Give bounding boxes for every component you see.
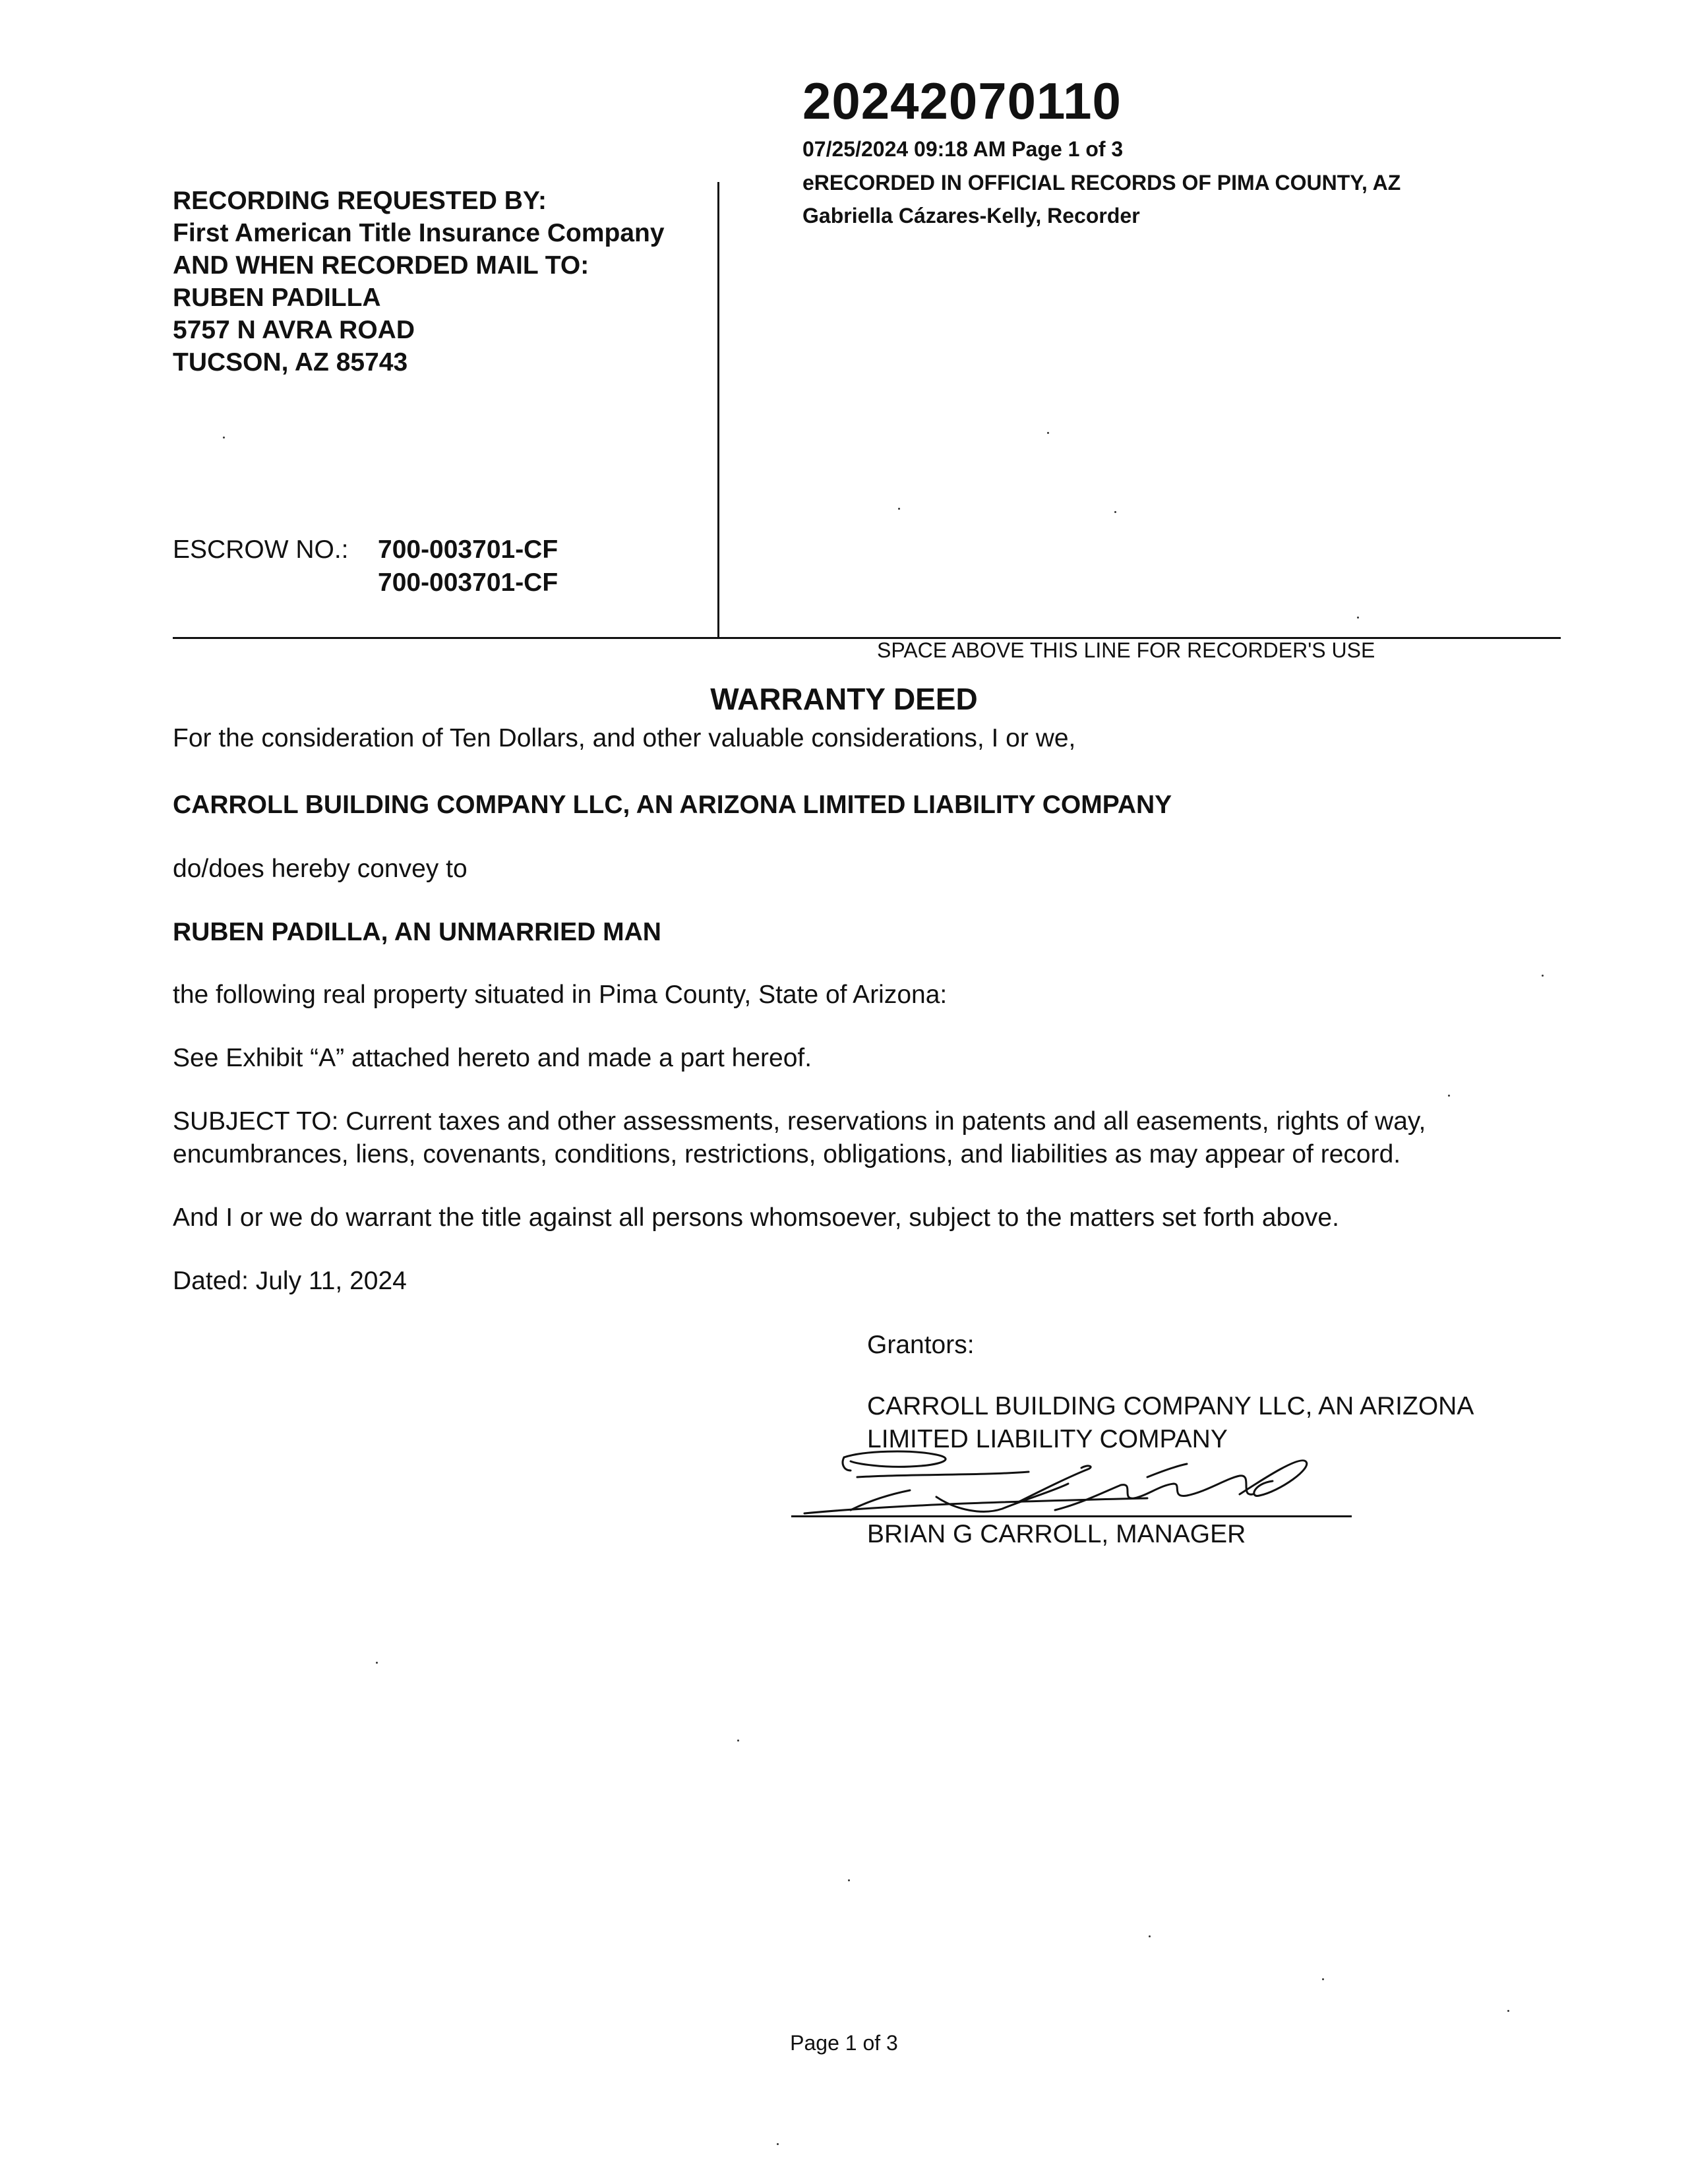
exhibit-text: See Exhibit “A” attached hereto and made a part hereof. — [173, 1044, 812, 1072]
escrow-number: 700-003701-CF — [378, 568, 558, 597]
scan-speck — [1542, 975, 1544, 977]
signer-name: BRIAN G CARROLL, MANAGER — [867, 1520, 1246, 1548]
mail-to-city: TUCSON, AZ 85743 — [173, 348, 408, 377]
recorded-datetime: 07/25/2024 09:18 AM Page 1 of 3 — [802, 137, 1124, 161]
mail-to-name: RUBEN PADILLA — [173, 284, 381, 312]
grantor-company-line: LIMITED LIABILITY COMPANY — [867, 1425, 1228, 1453]
mail-to-label: AND WHEN RECORDED MAIL TO: — [173, 251, 589, 280]
mail-to-street: 5757 N AVRA ROAD — [173, 316, 415, 344]
requested-by-label: RECORDING REQUESTED BY: — [173, 187, 547, 215]
scan-speck — [1322, 1978, 1324, 1980]
scan-speck — [1047, 432, 1049, 434]
scan-speck — [737, 1740, 739, 1742]
scan-speck — [898, 508, 900, 510]
grantee-name: RUBEN PADILLA, AN UNMARRIED MAN — [173, 918, 661, 946]
property-text: the following real property situated in Pima County, State of Arizona: — [173, 981, 948, 1009]
consideration-text: For the consideration of Ten Dollars, and other valuable considerations, I or we, — [173, 724, 1076, 752]
scan-speck — [1507, 2010, 1509, 2012]
subject-to-text: SUBJECT TO: Current taxes and other assessments, reservations in patents and all easements, rights of way, — [173, 1107, 1426, 1136]
scan-speck — [848, 1879, 850, 1881]
grantor-name: CARROLL BUILDING COMPANY LLC, AN ARIZONA LIMITED LIABILITY COMPANY — [173, 791, 1172, 819]
signature-line — [791, 1515, 1352, 1517]
scan-speck — [1357, 617, 1359, 619]
scan-speck — [376, 1662, 378, 1664]
scan-speck — [1448, 1095, 1450, 1097]
scan-speck — [1149, 1935, 1151, 1937]
dated-text: Dated: July 11, 2024 — [173, 1267, 407, 1295]
escrow-label: ESCROW NO.: — [173, 535, 349, 564]
document-title: WARRANTY DEED — [710, 682, 978, 716]
warranty-text: And I or we do warrant the title against all persons whomsoever, subject to the matters set forth above. — [173, 1203, 1339, 1232]
header-divider-vertical — [717, 182, 719, 637]
recorder-name: Gabriella Cázares-Kelly, Recorder — [802, 204, 1140, 228]
document-number: 20242070110 — [802, 72, 1122, 130]
grantors-label: Grantors: — [867, 1331, 975, 1359]
scan-speck — [777, 2143, 779, 2145]
scan-speck — [1114, 511, 1116, 513]
recorder-use-note: SPACE ABOVE THIS LINE FOR RECORDER'S USE — [877, 638, 1375, 662]
grantor-company-line: CARROLL BUILDING COMPANY LLC, AN ARIZONA — [867, 1392, 1474, 1420]
scan-speck — [223, 437, 225, 439]
erecorded-notice: eRECORDED IN OFFICIAL RECORDS OF PIMA COUNTY, AZ — [802, 171, 1401, 195]
escrow-number: 700-003701-CF — [378, 535, 558, 564]
page-number: Page 1 of 3 — [790, 2031, 898, 2055]
subject-to-text: encumbrances, liens, covenants, conditions, restrictions, obligations, and liabilities as may appear of record. — [173, 1140, 1401, 1168]
requesting-company: First American Title Insurance Company — [173, 219, 665, 247]
convey-text: do/does hereby convey to — [173, 855, 467, 883]
